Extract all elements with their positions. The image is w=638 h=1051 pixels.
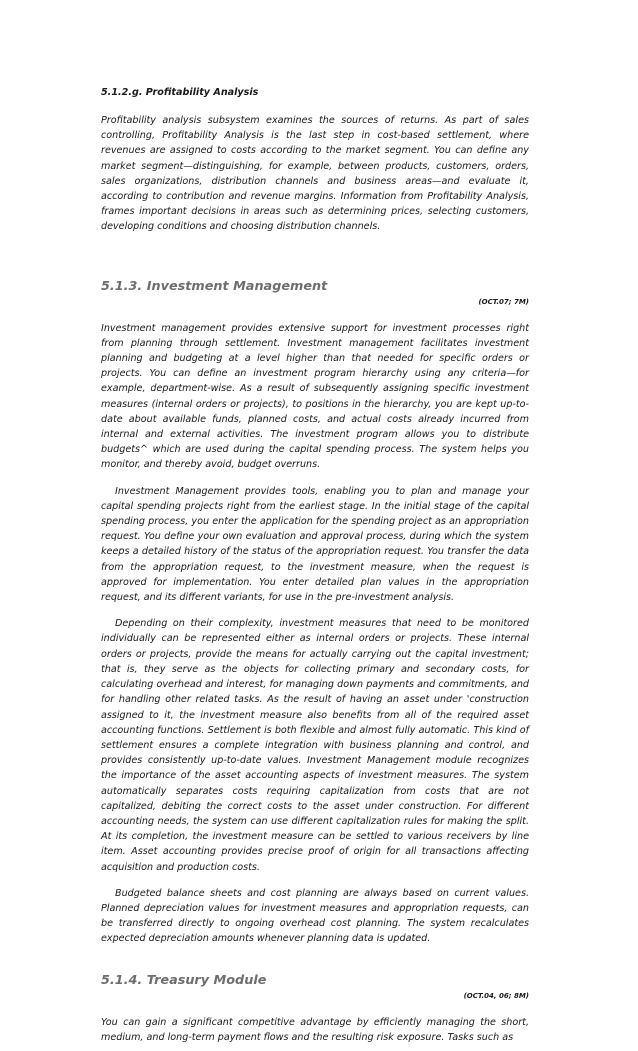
paragraph-treasury-1: You can gain a significant competitive advantage by efficiently managing the short, medium, and long-term payment flows and the resulting risk exposure. Tasks such as <box>101 1016 529 1043</box>
paragraph-investment-1: Investment management provides extensive support for investment processes right from planning through settlement. Investment management facilitates investment planning and budgeting at a level higher than that needed for specific orders or projects. You can define an investment program hierarchy using any criteria—for example, department-wise. As a result of subsequently assigning specific investment measures (internal orders or projects), to positions in the hierarchy, you are kept up-to-date about available funds, planned costs, and actual costs already incurred from internal and external activities. The investment program allows you to distribute budgets^ which are used during the capital spending process. The system helps you monitor, and thereby avoid, budget overruns. <box>101 322 529 471</box>
paragraph-investment-4: Budgeted balance sheets and cost planning are always based on current values. Planned depreciation values for investment measures and appropriation requests, can be transferred directly to ongoing overhead cost planning. The system recalculates expected depreciation amounts whenever planning data is updated. <box>101 887 529 945</box>
paragraph-profitability-analysis: Profitability analysis subsystem examines the sources of returns. As part of sales controlling, Profitability Analysis is the last step in cost-based settlement, where revenues are assigned to costs according to the market segment. You can define any market segment—distinguishing, for example, between products, customers, orders, sales organizations, distribution channels and business areas—and evaluate it, according to contribution and revenue margins. Information from Profitability Analysis, frames important decisions in areas such as determining prices, selecting customers, developing conditions and choosing distribution channels. <box>101 115 529 233</box>
section-heading-investment-management: 5.1.3. Investment Management <box>101 278 328 294</box>
section-heading-treasury-module: 5.1.4. Treasury Module <box>101 972 267 988</box>
subsection-heading-profitability-analysis: 5.1.2.g. Profitability Analysis <box>101 87 259 98</box>
exam-reference-treasury-module: (OCT.04, 06; 8M) <box>463 991 529 1000</box>
exam-reference-investment-management: (OCT.07; 7M) <box>478 297 529 306</box>
document-page <box>101 86 529 1045</box>
paragraph-investment-2: Investment Management provides tools, enabling you to plan and manage your capital spending projects right from the earliest stage. In the initial stage of the capital spending process, you enter the application for the spending project as an appropriation request. You define your own evaluation and approval process, during which the system keeps a detailed history of the status of the appropriation request. You transfer the data from the appropriation request, to the investment measure, when the request is approved for implementation. You enter detailed plan values in the appropriation request, and its different variants, for use in the pre-investment analysis. <box>101 485 529 604</box>
paragraph-investment-3: Depending on their complexity, investment measures that need to be monitored individually can be represented either as internal orders or projects. These internal orders or projects, provide the means for actually carrying out the capital investment; that is, they serve as the objects for collecting primary and secondary costs, for calculating overhead and interest, for managing down payments and commitments, and for handling other related tasks. As the result of having an asset under 'construction assigned to it, the investment measure also benefits from all of the required asset accounting functions. Settlement is both flexible and almost fully automatic. This kind of settlement ensures a complete integration with business planning and control, and provides consistently up-to-date values. Investment Management module recognizes the importance of the asset accounting aspects of investment measures. The system automatically separates costs requiring capitalization from costs that are not capitalized, debiting the correct costs to the asset under construction. For different accounting needs, the system can use different capitalization rules for making the split. At its completion, the investment measure can be settled to various receivers by line item. Asset accounting provides precise proof of origin for all transactions affecting acquisition and production costs. <box>101 618 529 873</box>
